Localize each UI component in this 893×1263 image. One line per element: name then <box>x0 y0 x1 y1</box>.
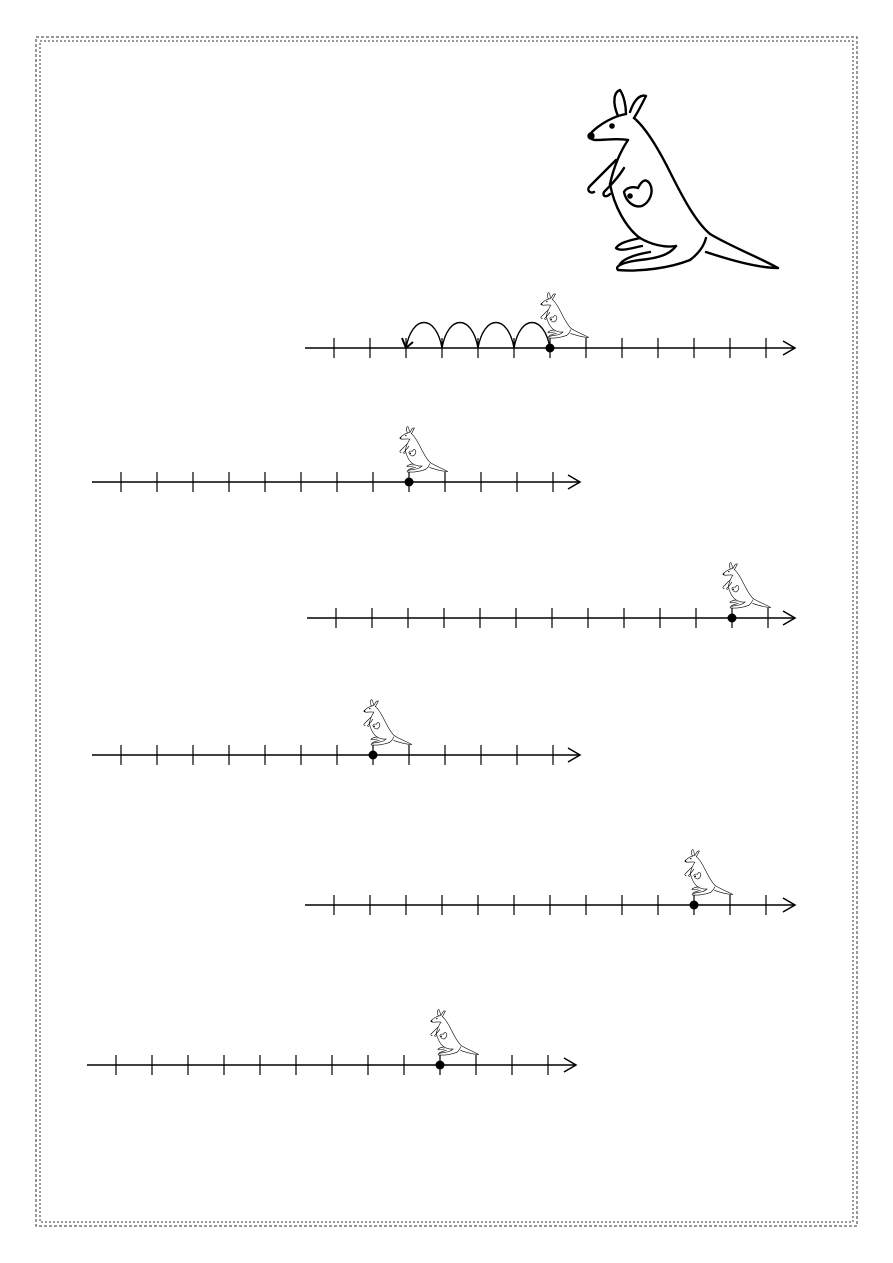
small-kangaroo-icon <box>400 427 448 473</box>
star-border <box>36 37 857 1226</box>
small-kangaroo-icon <box>541 293 589 339</box>
hop-arc <box>514 323 550 349</box>
start-point <box>369 751 378 760</box>
small-kangaroo-icon <box>685 850 733 896</box>
number-line-3 <box>307 563 795 628</box>
start-point <box>728 614 737 623</box>
hop-arc <box>442 323 478 349</box>
start-point <box>405 478 414 487</box>
start-point <box>436 1061 445 1070</box>
number-line-5 <box>305 850 795 915</box>
number-line-4 <box>92 700 580 765</box>
number-line-2 <box>92 427 580 492</box>
kangaroo-with-joey-icon <box>588 90 778 271</box>
number-line-6 <box>87 1010 576 1075</box>
small-kangaroo-icon <box>723 563 771 609</box>
number-line-1 <box>305 293 795 358</box>
number-lines <box>87 293 795 1075</box>
hop-arc <box>478 323 514 349</box>
small-kangaroo-icon <box>364 700 412 746</box>
small-kangaroo-icon <box>431 1010 479 1056</box>
start-point <box>690 901 699 910</box>
